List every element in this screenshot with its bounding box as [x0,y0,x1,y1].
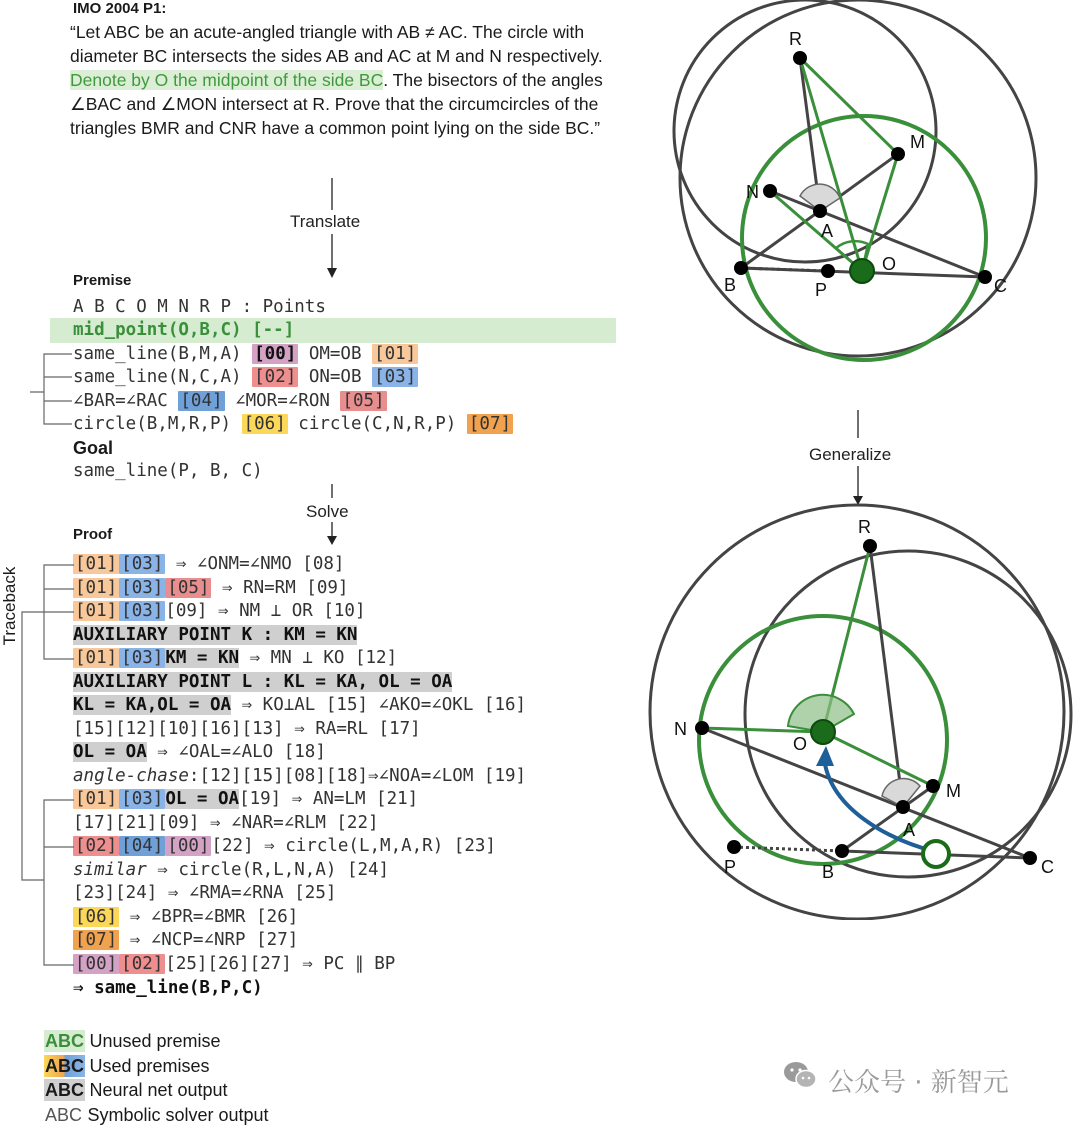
premise-row-1-b: OM=OB [309,344,362,364]
ref-02: [02] [119,954,165,974]
legend-item-symbolic [44,1104,269,1128]
problem-text-before: “Let ABC be an acute-angled triangle with AB ≠ AC. The circle with diameter BC intersects the sides AB and AC at M and N respectively. [70,22,603,66]
legend [44,1030,269,1128]
legend-swatch-used: ABC [44,1055,85,1077]
label-r-top: R [789,29,802,49]
aux-point-l: AUXILIARY POINT L : KL = KA, OL = OA [73,672,452,692]
watermark: 公众号 · 新智元 [828,1062,1009,1099]
goal-statement: same_line(P, B, C) [73,460,263,484]
proof-line-3 [73,600,366,624]
proof-line-8: [15][12][10][16][13] ⇒ RA=RL [17] [73,718,421,742]
angle-chase-label: angle-chase [73,766,189,786]
ref-01: [01] [73,648,119,668]
legend-swatch-neural: ABC [44,1079,85,1101]
nn-km-kn: KM = KN [165,648,239,668]
proof-line-7 [73,694,526,718]
legend-text-symbolic: Symbolic solver output [87,1105,268,1125]
circumcircle-bmr [680,0,1036,356]
pb-dashed-bottom [734,847,842,851]
legend-swatch-unused: ABC [44,1030,85,1052]
proof-line-9-text: ⇒ ∠OAL=∠ALO [18] [147,742,326,762]
proof-line-11 [73,788,418,812]
premise-row-2-b: ON=OB [309,367,362,387]
traceback-label: Traceback [0,566,20,646]
premise-row-2 [73,366,418,390]
label-o-bottom: O [793,734,807,754]
proof-line-6 [73,671,452,695]
proof-line-12: [17][21][09] ⇒ ∠NAR=∠RLM [22] [73,812,379,836]
label-n-top: N [746,182,759,202]
ref-00: [00] [165,836,211,856]
label-b-bottom: B [822,862,834,882]
proof-line-4 [73,624,357,648]
label-b-top: B [724,275,736,295]
ref-06: [06] [73,907,119,927]
diagram-bottom [620,500,1080,920]
label-c-bottom: C [1041,857,1054,877]
legend-text-unused: Unused premise [89,1031,220,1051]
label-p-top: P [815,280,827,300]
ref-07: [07] [73,930,119,950]
proof-line-14 [73,859,389,883]
proof-conclusion: ⇒ same_line(B,P,C) [73,977,263,1001]
proof-line-11-text: [19] ⇒ AN=LM [21] [239,789,418,809]
label-o-top: O [882,254,896,274]
nn-ol-oa-2: OL = OA [165,789,239,809]
label-a-top: A [821,221,833,241]
proof-line-1-text: ⇒ ∠ONM=∠NMO [08] [165,554,344,574]
legend-text-used: Used premises [89,1056,209,1076]
legend-item-neural [44,1079,269,1104]
ref-03: [03] [372,367,418,387]
ref-01: [01] [73,578,119,598]
legend-item-used [44,1055,269,1080]
proof-line-14-text: ⇒ circle(R,L,N,A) [24] [147,860,389,880]
ref-04: [04] [178,391,224,411]
premise-points: A B C O M N R P : Points [73,296,326,320]
ref-05: [05] [165,578,211,598]
similar-label: similar [73,860,147,880]
proof-line-2 [73,577,348,601]
green-lines-bottom [702,546,933,786]
label-m-top: M [910,132,925,152]
proof-line-1 [73,553,344,577]
ref-01: [01] [73,789,119,809]
triangle-bottom [702,546,1030,858]
point-o-bottom [811,720,835,744]
proof-line-16 [73,906,298,930]
aux-point-k: AUXILIARY POINT K : KM = KN [73,625,357,645]
proof-line-5 [73,647,397,671]
problem-text-after: . The bisectors of the angles ∠BAC and ∠MON intersect at R. Prove that the circumcircles of the triangles BMR and CNR have a common point lying on the side BC.” [70,70,603,138]
label-n-bottom: N [674,719,687,739]
proof-line-10-text: :[12][15][08][18]⇒∠NOA=∠LOM [19] [189,766,526,786]
ref-03: [03] [119,648,165,668]
premise-row-2-a: same_line(N,C,A) [73,367,242,387]
proof-line-10 [73,765,526,789]
proof-line-18-text: [25][26][27] ⇒ PC ∥ BP [165,954,395,974]
ref-03: [03] [119,578,165,598]
label-c-top: C [994,276,1007,296]
premise-row-4-a: circle(B,M,R,P) [73,414,231,434]
proof-line-17-text: ⇒ ∠NCP=∠NRP [27] [119,930,298,950]
solve-label: Solve [306,502,349,522]
premise-row-4-b: circle(C,N,R,P) [298,414,456,434]
proof-line-18 [73,953,395,977]
bp-dashed [741,268,828,271]
ref-00: [00] [73,954,119,974]
problem-statement [70,20,630,140]
proof-line-5-text: ⇒ MN ⊥ KO [12] [239,648,397,668]
goal-label: Goal [73,438,113,459]
ref-02: [02] [73,836,119,856]
legend-text-neural: Neural net output [89,1080,227,1100]
ref-04: [04] [119,836,165,856]
proof-line-15: [23][24] ⇒ ∠RMA=∠RNA [25] [73,882,336,906]
proof-line-17 [73,929,298,953]
legend-swatch-symbolic: ABC [44,1104,83,1126]
point-moved-o [923,841,949,867]
ref-02: [02] [252,367,298,387]
translate-label: Translate [290,212,360,232]
generalize-label: Generalize [809,445,891,465]
premise-row-3 [73,390,387,414]
premise-row-3-b: ∠MOR=∠RON [235,391,330,411]
ref-01: [01] [73,601,119,621]
diagram-top [640,0,1080,400]
proof-line-13 [73,835,496,859]
legend-item-unused [44,1030,269,1055]
premise-row-3-a: ∠BAR=∠RAC [73,391,168,411]
proof-line-3-text: [09] ⇒ NM ⊥ OR [10] [165,601,365,621]
ref-06: [06] [242,414,288,434]
ref-01: [01] [372,344,418,364]
ref-03: [03] [119,601,165,621]
proof-line-7-text: ⇒ KO⊥AL [15] ∠AKO=∠OKL [16] [231,695,526,715]
point-o-top [850,259,874,283]
label-m-bottom: M [946,781,961,801]
problem-text-highlight: Denote by O the midpoint of the side BC [70,70,383,90]
ref-03: [03] [119,554,165,574]
proof-label: Proof [73,526,112,543]
proof-line-13-text: [22] ⇒ circle(L,M,A,R) [23] [211,836,495,856]
premise-row-1 [73,343,418,367]
problem-title: IMO 2004 P1: [73,0,166,17]
ref-00: [00] [252,344,298,364]
blue-arrow-path [824,758,936,852]
premise-bracket [28,352,76,432]
ref-01: [01] [73,554,119,574]
label-a-bottom: A [903,820,915,840]
ref-05: [05] [340,391,386,411]
premise-label: Premise [73,272,131,289]
wechat-icon [782,1060,818,1090]
premise-unused: mid_point(O,B,C) [--] [73,319,294,343]
proof-line-16-text: ⇒ ∠BPR=∠BMR [26] [119,907,298,927]
label-p-bottom: P [724,857,736,877]
premise-row-4 [73,413,513,437]
proof-line-2-text: ⇒ RN=RM [09] [211,578,348,598]
circle-bc [742,116,986,360]
nn-ol-oa: OL = OA [73,742,147,762]
proof-line-9 [73,741,326,765]
label-r-bottom: R [858,517,871,537]
ref-07: [07] [467,414,513,434]
ref-03: [03] [119,789,165,809]
blue-arrow-head [816,746,834,766]
triangle-top [741,58,985,277]
nn-kl-ka-ol-oa: KL = KA,OL = OA [73,695,231,715]
premise-row-1-a: same_line(B,M,A) [73,344,242,364]
